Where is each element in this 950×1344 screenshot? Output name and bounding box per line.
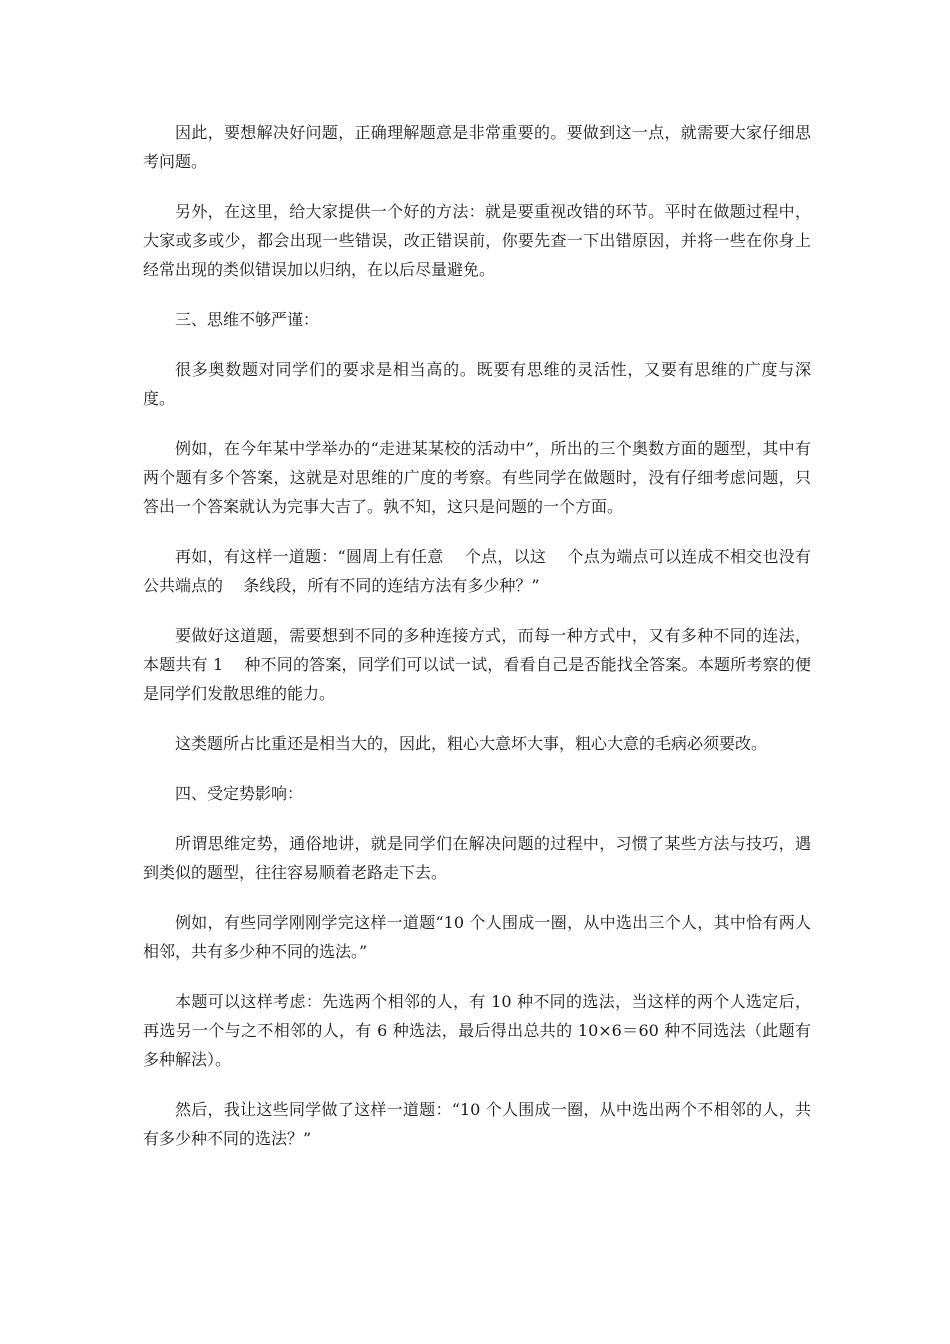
section-heading: 三、思维不够严谨：	[175, 310, 320, 329]
paragraph: 因此，要想解决好问题，正确理解题意是非常重要的。要做到这一点，就需要大家仔细思考问题。	[143, 123, 811, 171]
paragraph: 这类题所占比重还是相当大的，因此，粗心大意坏大事，粗心大意的毛病必须要改。	[175, 734, 768, 753]
paragraph: 要做好这道题，需要想到不同的多种连接方式，而每一种方式中，又有多种不同的连法，本题共有 1 种不同的答案，同学们可以试一试，看看自己是否能找全答案。本题所考察的便是同学们发散思维的能力。	[143, 626, 811, 703]
document-body	[143, 118, 811, 1174]
paragraph: 例如，在今年某中学举办的“走进某某校的活动中”，所出的三个奥数方面的题型，其中有两个题有多个答案，这就是对思维的广度的考察。有些同学在做题时，没有仔细考虑问题，只答出一个答案就认为完事大吉了。孰不知，这只是问题的一个方面。	[143, 439, 811, 516]
paragraph: 另外，在这里，给大家提供一个好的方法：就是要重视改错的环节。平时在做题过程中，大家或多或少，都会出现一些错误，改正错误前，你要先查一下出错原因，并将一些在你身上经常出现的类似错误加以归纳，在以后尽量避免。	[143, 202, 811, 279]
paragraph: 所谓思维定势，通俗地讲，就是同学们在解决问题的过程中，习惯了某些方法与技巧，遇到类似的题型，往往容易顺着老路走下去。	[143, 834, 811, 882]
paragraph: 例如，有些同学刚刚学完这样一道题“10 个人围成一圈，从中选出三个人，其中恰有两人相邻，共有多少种不同的选法。”	[143, 913, 811, 961]
paragraph: 再如，有这样一道题：“圆周上有任意 个点，以这 个点为端点可以连成不相交也没有公共端点的 条线段，所有不同的连结方法有多少种？”	[143, 547, 811, 595]
paragraph: 然后，我让这些同学做了这样一道题：“10 个人围成一圈，从中选出两个不相邻的人，共有多少种不同的选法？”	[143, 1100, 811, 1148]
paragraph: 本题可以这样考虑：先选两个相邻的人，有 10 种不同的选法，当这样的两个人选定后，再选另一个与之不相邻的人，有 6 种选法，最后得出总共的 10×6＝60 种不同选法（此题有多种解法）。	[143, 992, 811, 1069]
paragraph: 很多奥数题对同学们的要求是相当高的。既要有思维的灵活性，又要有思维的广度与深度。	[143, 360, 811, 408]
section-heading: 四、受定势影响：	[175, 784, 304, 803]
